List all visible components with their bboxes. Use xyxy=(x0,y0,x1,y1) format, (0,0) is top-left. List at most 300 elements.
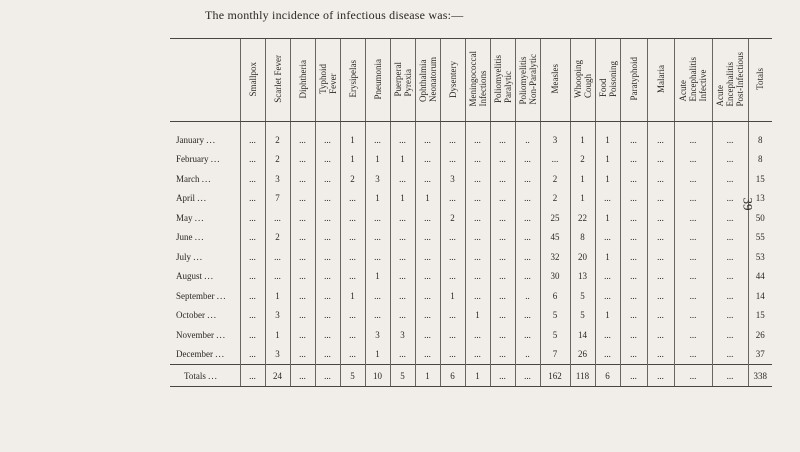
column-header xyxy=(712,39,748,122)
table-cell: 5 xyxy=(540,325,570,345)
month-label: February xyxy=(176,154,209,165)
table-cell: ... xyxy=(490,286,515,306)
table-cell: 8 xyxy=(748,150,772,170)
table-row xyxy=(170,189,772,209)
table-cell: ... xyxy=(647,267,674,287)
table-cell: ... xyxy=(290,286,315,306)
month-label: March xyxy=(176,173,200,184)
table-cell: ... xyxy=(315,306,340,326)
table-cell: ... xyxy=(340,228,365,248)
table-cell: ... xyxy=(440,189,465,209)
table-cell: 338 xyxy=(748,365,772,387)
table-cell: ... xyxy=(415,122,440,150)
table-cell: 1 xyxy=(595,122,620,150)
table-cell: ... xyxy=(515,228,540,248)
column-header-label: Poliomyelitis Paralytic xyxy=(492,54,513,103)
table-cell: ... xyxy=(620,267,647,287)
month-cell xyxy=(170,169,240,189)
table-cell: 5 xyxy=(540,306,570,326)
month-cell xyxy=(170,286,240,306)
table-cell: ... xyxy=(240,325,265,345)
table-cell: 1 xyxy=(440,286,465,306)
table-cell: 1 xyxy=(265,286,290,306)
table-cell: ... xyxy=(390,306,415,326)
table-cell: ... xyxy=(712,228,748,248)
table-row xyxy=(170,169,772,189)
column-header xyxy=(240,39,265,122)
table-cell: ... xyxy=(620,325,647,345)
column-header xyxy=(490,39,515,122)
table-cell: ... xyxy=(712,306,748,326)
table-cell: ... xyxy=(340,208,365,228)
table-cell: ... xyxy=(240,306,265,326)
table-cell: ... xyxy=(515,365,540,387)
table-cell: 1 xyxy=(570,169,595,189)
table-cell: 1 xyxy=(465,306,490,326)
month-cell xyxy=(170,345,240,365)
table-cell: 2 xyxy=(570,150,595,170)
table-cell: ... xyxy=(315,325,340,345)
column-header xyxy=(674,39,712,122)
table-cell: ... xyxy=(595,189,620,209)
table-row xyxy=(170,150,772,170)
table-cell: ... xyxy=(674,325,712,345)
column-header-label: Acute Encephalitis Infective xyxy=(678,56,708,102)
table-cell: 15 xyxy=(748,306,772,326)
table-cell: 24 xyxy=(265,365,290,387)
table-cell: ... xyxy=(712,150,748,170)
table-cell: ... xyxy=(674,150,712,170)
table-cell: ... xyxy=(365,208,390,228)
table-cell: ... xyxy=(240,169,265,189)
table-cell: ... xyxy=(647,247,674,267)
table-cell: ... xyxy=(415,306,440,326)
table-cell: 3 xyxy=(365,169,390,189)
table-cell: ... xyxy=(647,208,674,228)
leader-dots: ... xyxy=(210,154,221,165)
table-cell: ... xyxy=(620,208,647,228)
totals-row xyxy=(170,365,772,387)
table-cell: 13 xyxy=(748,189,772,209)
table-cell: ... xyxy=(290,150,315,170)
table-cell: 1 xyxy=(595,169,620,189)
table-cell: ... xyxy=(315,122,340,150)
table-cell: 7 xyxy=(265,189,290,209)
table-cell: ... xyxy=(415,345,440,365)
table-cell: ... xyxy=(712,325,748,345)
table-cell: ... xyxy=(647,228,674,248)
table-cell: ... xyxy=(490,228,515,248)
table-cell: 1 xyxy=(570,122,595,150)
table-cell: ... xyxy=(515,189,540,209)
table-cell: ... xyxy=(315,169,340,189)
month-label: January xyxy=(176,134,204,145)
column-header-label: Poliomyelitis Non-Paralytic xyxy=(517,53,538,105)
column-header xyxy=(365,39,390,122)
column-header-label: Measles xyxy=(550,64,560,94)
table-cell: ... xyxy=(240,208,265,228)
table-cell: ... xyxy=(240,345,265,365)
table-cell: ... xyxy=(674,267,712,287)
table-cell: ... xyxy=(620,169,647,189)
table-cell: ... xyxy=(620,150,647,170)
table-cell: ... xyxy=(647,306,674,326)
table-cell: ... xyxy=(315,365,340,387)
table-cell: ... xyxy=(290,169,315,189)
table-cell: ... xyxy=(290,306,315,326)
column-header-label: Ophthalmia Neonatorum xyxy=(417,56,438,102)
table-row xyxy=(170,122,772,150)
table-cell: ... xyxy=(674,306,712,326)
table-cell: ... xyxy=(390,267,415,287)
table-row xyxy=(170,208,772,228)
month-cell xyxy=(170,247,240,267)
leader-dots: ... xyxy=(194,232,205,243)
table-cell: ... xyxy=(620,189,647,209)
column-header-label: Typhoid Fever xyxy=(317,64,338,94)
column-header xyxy=(440,39,465,122)
column-header xyxy=(465,39,490,122)
table-cell: ... xyxy=(365,286,390,306)
table-cell: 1 xyxy=(570,189,595,209)
table-cell: ... xyxy=(240,228,265,248)
table-cell: 2 xyxy=(540,169,570,189)
table-cell: ... xyxy=(415,325,440,345)
table-cell: ... xyxy=(712,345,748,365)
table-cell: ... xyxy=(390,247,415,267)
leader-dots: ... xyxy=(208,370,218,381)
table-cell: 5 xyxy=(570,286,595,306)
table-cell: ... xyxy=(315,208,340,228)
column-header-label: Dysentery xyxy=(447,60,458,98)
table-cell: ... xyxy=(390,286,415,306)
table-cell: ... xyxy=(365,306,390,326)
table-cell: ... xyxy=(240,150,265,170)
table-cell: ... xyxy=(415,267,440,287)
table-cell: ... xyxy=(265,247,290,267)
table-cell: 14 xyxy=(748,286,772,306)
table-cell: ... xyxy=(340,247,365,267)
table-cell: ... xyxy=(515,267,540,287)
table-cell: 1 xyxy=(415,189,440,209)
table-cell: ... xyxy=(712,365,748,387)
table-cell: 55 xyxy=(748,228,772,248)
month-label: December xyxy=(176,349,213,360)
totals-label-cell xyxy=(170,365,240,387)
table-cell: ... xyxy=(415,150,440,170)
table-cell: .. xyxy=(515,122,540,150)
table-cell: 1 xyxy=(595,208,620,228)
table-cell: 1 xyxy=(595,306,620,326)
column-header xyxy=(570,39,595,122)
table-cell: ... xyxy=(515,247,540,267)
table-cell: 3 xyxy=(265,306,290,326)
month-cell xyxy=(170,228,240,248)
table-row xyxy=(170,345,772,365)
table-cell: ... xyxy=(290,247,315,267)
table-cell: 1 xyxy=(595,150,620,170)
month-cell xyxy=(170,306,240,326)
table-cell: 1 xyxy=(340,150,365,170)
table-cell: ... xyxy=(515,306,540,326)
table-cell: ... xyxy=(415,286,440,306)
column-header xyxy=(315,39,340,122)
table-cell: ... xyxy=(240,365,265,387)
table-cell: ... xyxy=(415,169,440,189)
table-cell: ... xyxy=(490,189,515,209)
leader-dots: ... xyxy=(206,134,216,145)
table-cell: ... xyxy=(390,122,415,150)
table-cell: ... xyxy=(390,345,415,365)
month-cell xyxy=(170,150,240,170)
table-cell: ... xyxy=(515,169,540,189)
leader-dots: ... xyxy=(204,271,215,282)
month-label: June xyxy=(176,232,193,243)
table-cell: 1 xyxy=(265,325,290,345)
table-cell: ... xyxy=(490,345,515,365)
table-cell: 5 xyxy=(390,365,415,387)
table-cell: 37 xyxy=(748,345,772,365)
column-header-label: Erysipelas xyxy=(347,60,358,98)
table-cell: ... xyxy=(290,365,315,387)
table-cell: 53 xyxy=(748,247,772,267)
table-cell: ... xyxy=(290,122,315,150)
table-cell: 1 xyxy=(365,345,390,365)
column-header-label: Acute Encephalitis Post-Infectious xyxy=(715,51,745,107)
table-cell: 1 xyxy=(390,150,415,170)
table-cell: ... xyxy=(465,208,490,228)
table-cell: .. xyxy=(515,286,540,306)
table-cell: 30 xyxy=(540,267,570,287)
column-header-label: Malaria xyxy=(655,65,666,93)
table-cell: 2 xyxy=(265,150,290,170)
totals-label: Totals xyxy=(184,370,206,381)
table-cell: ... xyxy=(465,189,490,209)
table-cell: 1 xyxy=(390,189,415,209)
column-header-label: Scarlet Fever xyxy=(272,55,283,103)
table-cell: ... xyxy=(490,267,515,287)
table-cell: ... xyxy=(647,286,674,306)
table-cell: 6 xyxy=(540,286,570,306)
table-cell: ... xyxy=(315,286,340,306)
table-cell: 5 xyxy=(340,365,365,387)
table-cell: ... xyxy=(620,122,647,150)
table-cell: ... xyxy=(674,345,712,365)
table-cell: ... xyxy=(595,325,620,345)
table-cell: 14 xyxy=(570,325,595,345)
table-cell: ... xyxy=(595,286,620,306)
table-cell: ... xyxy=(490,365,515,387)
column-header xyxy=(595,39,620,122)
table-cell: ... xyxy=(240,247,265,267)
table-cell: ... xyxy=(647,365,674,387)
table-cell: 8 xyxy=(748,122,772,150)
table-cell: 3 xyxy=(440,169,465,189)
table-cell: ... xyxy=(712,286,748,306)
table-cell: ... xyxy=(415,208,440,228)
column-header-label: Paratyphoid xyxy=(628,57,639,101)
table-cell: ... xyxy=(440,247,465,267)
table-cell: ... xyxy=(315,228,340,248)
table-cell: 26 xyxy=(748,325,772,345)
table-cell: ... xyxy=(620,306,647,326)
table-cell: ... xyxy=(490,325,515,345)
table-cell: ... xyxy=(595,228,620,248)
month-label: August xyxy=(176,271,203,282)
table-cell: ... xyxy=(390,208,415,228)
table-cell: ... xyxy=(440,228,465,248)
table-cell: ... xyxy=(290,267,315,287)
table-cell: ... xyxy=(620,228,647,248)
table-cell: 26 xyxy=(570,345,595,365)
table-cell: ... xyxy=(465,150,490,170)
table-cell: 22 xyxy=(570,208,595,228)
table-cell: ... xyxy=(712,247,748,267)
table-cell: ... xyxy=(340,267,365,287)
table-cell: ... xyxy=(674,286,712,306)
page-number: 39 xyxy=(740,197,756,211)
table-cell: ... xyxy=(240,267,265,287)
leader-dots: ... xyxy=(207,310,217,321)
table-cell: ... xyxy=(265,208,290,228)
table-cell: 2 xyxy=(265,122,290,150)
leader-dots: ... xyxy=(215,349,225,360)
table-cell: 1 xyxy=(365,189,390,209)
column-header-label: Pneumonia xyxy=(372,58,383,100)
table-cell: 162 xyxy=(540,365,570,387)
table-row xyxy=(170,228,772,248)
table-cell: ... xyxy=(595,345,620,365)
header-row xyxy=(170,39,772,122)
table-cell: ... xyxy=(674,228,712,248)
table-cell: ... xyxy=(465,345,490,365)
table-cell: ... xyxy=(647,189,674,209)
column-header-label: Meningococcal Infections xyxy=(467,51,488,107)
table-cell: ... xyxy=(290,208,315,228)
month-label: September xyxy=(176,290,215,301)
table-cell: ... xyxy=(265,267,290,287)
table-cell: 6 xyxy=(595,365,620,387)
table-cell: ... xyxy=(490,169,515,189)
column-header xyxy=(748,39,772,122)
month-cell xyxy=(170,267,240,287)
table-cell: ... xyxy=(240,122,265,150)
leader-dots: ... xyxy=(194,212,205,223)
table-cell: 1 xyxy=(415,365,440,387)
table-cell: ... xyxy=(647,325,674,345)
table-cell: 50 xyxy=(748,208,772,228)
month-label: October xyxy=(176,310,205,321)
table-cell: ... xyxy=(712,122,748,150)
column-header-label: Puerperal Pyrexia xyxy=(392,61,413,97)
table-cell: 45 xyxy=(540,228,570,248)
table-cell: ... xyxy=(515,150,540,170)
table-cell: 2 xyxy=(440,208,465,228)
table-cell: ... xyxy=(674,247,712,267)
table-row xyxy=(170,267,772,287)
table-cell: ... xyxy=(515,208,540,228)
column-header xyxy=(290,39,315,122)
table-row xyxy=(170,247,772,267)
table-cell: ... xyxy=(515,325,540,345)
column-header-label: Totals xyxy=(755,68,766,90)
table-cell: 13 xyxy=(570,267,595,287)
table-cell: ... xyxy=(290,345,315,365)
table-cell: ... xyxy=(465,286,490,306)
table-cell: 2 xyxy=(265,228,290,248)
table-cell: ... xyxy=(620,247,647,267)
table-cell: ... xyxy=(674,365,712,387)
table-cell: ... xyxy=(240,189,265,209)
table-cell: ... xyxy=(465,228,490,248)
table-cell: 25 xyxy=(540,208,570,228)
table-cell: ... xyxy=(390,228,415,248)
column-header xyxy=(647,39,674,122)
table-cell: 15 xyxy=(748,169,772,189)
table-cell: ... xyxy=(440,267,465,287)
table-cell: ... xyxy=(315,189,340,209)
table-cell: ... xyxy=(290,189,315,209)
table-cell: ... xyxy=(465,325,490,345)
table-cell: ... xyxy=(712,208,748,228)
table-cell: ... xyxy=(674,189,712,209)
table-cell: ... xyxy=(465,122,490,150)
table-cell: ... xyxy=(647,122,674,150)
column-header xyxy=(415,39,440,122)
table-cell: ... xyxy=(365,228,390,248)
table-cell: ... xyxy=(620,365,647,387)
table-row xyxy=(170,306,772,326)
month-cell xyxy=(170,208,240,228)
table-cell: ... xyxy=(440,325,465,345)
table-cell: ... xyxy=(490,122,515,150)
month-label: July xyxy=(176,251,192,262)
table-cell: ... xyxy=(390,169,415,189)
table-cell: ... xyxy=(240,286,265,306)
table-cell: ... xyxy=(415,247,440,267)
header-corner xyxy=(170,39,240,122)
month-label: April xyxy=(176,193,195,204)
column-header xyxy=(390,39,415,122)
table-cell: 1 xyxy=(595,247,620,267)
table-row xyxy=(170,325,772,345)
table-cell: ... xyxy=(647,169,674,189)
column-header xyxy=(620,39,647,122)
column-header xyxy=(340,39,365,122)
table-cell: ... xyxy=(465,247,490,267)
column-header xyxy=(540,39,570,122)
leader-dots: ... xyxy=(197,193,207,204)
column-header-label: Food Poisoning xyxy=(597,60,618,97)
table-cell: ... xyxy=(620,286,647,306)
table-cell: ... xyxy=(315,267,340,287)
table-cell: ... xyxy=(674,122,712,150)
table-cell: ... xyxy=(595,267,620,287)
table-cell: 1 xyxy=(340,286,365,306)
month-label: May xyxy=(176,212,193,223)
column-header xyxy=(515,39,540,122)
table-cell: ... xyxy=(647,150,674,170)
incidence-table xyxy=(170,38,772,387)
table-cell: ... xyxy=(365,247,390,267)
column-header-label: Diphtheria xyxy=(297,59,308,99)
table-cell: ... xyxy=(647,345,674,365)
table-cell: ... xyxy=(340,325,365,345)
table-cell: 2 xyxy=(340,169,365,189)
table-cell: ... xyxy=(290,228,315,248)
month-cell xyxy=(170,325,240,345)
table-cell: ... xyxy=(712,169,748,189)
